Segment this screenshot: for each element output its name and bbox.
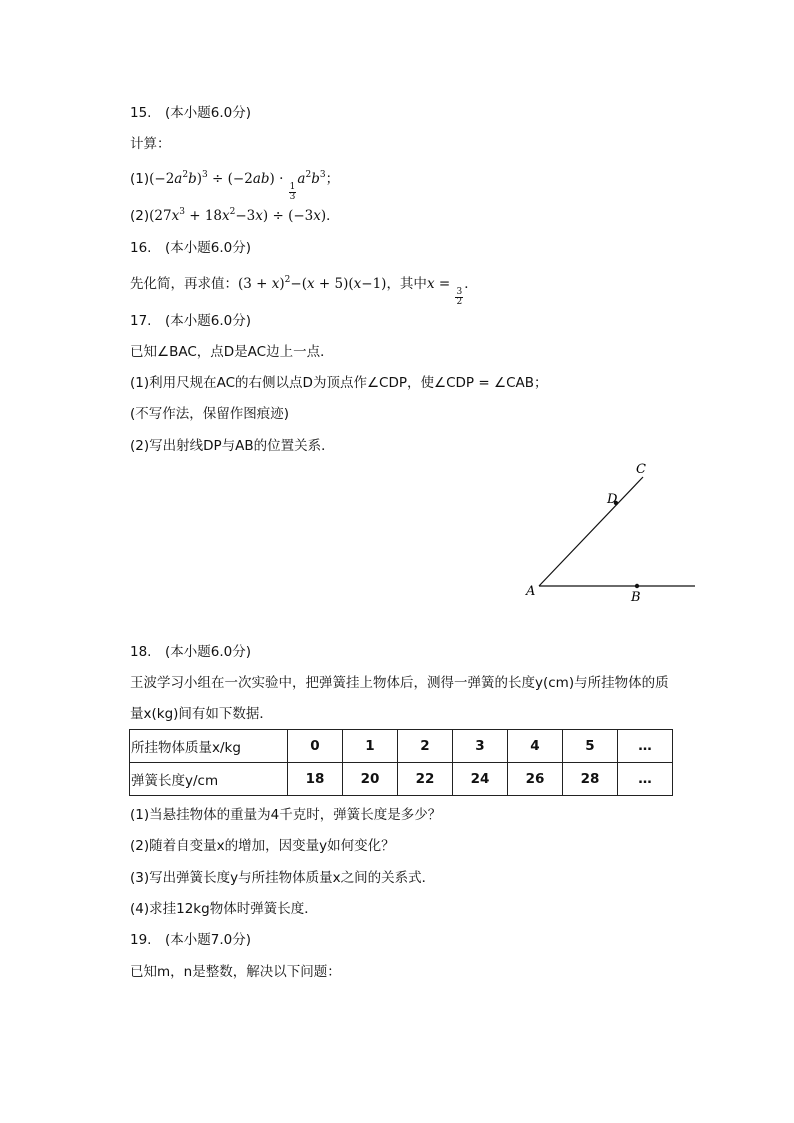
table-cell: … xyxy=(618,730,673,763)
label-b: B xyxy=(631,590,641,605)
table-row xyxy=(130,730,673,763)
table-cell: 20 xyxy=(343,763,398,796)
table-row-label: 弹簧长度y/cm xyxy=(130,763,288,796)
table-cell: 28 xyxy=(563,763,618,796)
table-cell: 18 xyxy=(288,763,343,796)
table-cell: 24 xyxy=(453,763,508,796)
table-cell: 2 xyxy=(398,730,453,763)
q15-item2 xyxy=(130,206,340,226)
table-cell: 4 xyxy=(508,730,563,763)
table-cell: … xyxy=(618,763,673,796)
q19-header: 19. (本小题7.0分) xyxy=(130,932,251,948)
q15-item2-label: (2) xyxy=(130,208,150,224)
q16-prompt-prefix: 先化简，再求值： xyxy=(130,276,238,292)
q18-item4: (4)求挂12kg物体时弹簧长度． xyxy=(130,901,318,917)
table-row xyxy=(130,763,673,796)
ray-ac xyxy=(539,477,643,586)
q16-header: 16. (本小题6.0分) xyxy=(130,240,251,256)
q15-item1 xyxy=(130,169,339,202)
q15-header: 15. (本小题6.0分) xyxy=(130,105,251,121)
q19-prompt: 已知m，n是整数，解决以下问题： xyxy=(130,964,341,980)
label-c: C xyxy=(636,462,646,477)
point-b xyxy=(635,584,639,588)
table-cell: 5 xyxy=(563,730,618,763)
q18-intro-line2: 量x(kg)间有如下数据． xyxy=(130,706,273,722)
label-d: D xyxy=(607,492,618,507)
q17-item2: (2)写出射线DP与AB的位置关系． xyxy=(130,438,335,454)
table-cell: 22 xyxy=(398,763,453,796)
q18-item2: (2)随着自变量x的增加，因变量y如何变化？ xyxy=(130,838,395,854)
q16-x-num: 3 xyxy=(456,287,463,297)
table-cell: 0 xyxy=(288,730,343,763)
q18-intro-line1: 王波学习小组在一次实验中，把弹簧挂上物体后，测得一弹簧的长度y(cm)与所挂物体的质 xyxy=(130,675,669,691)
q16-expression: $(3 + x)^2-(x + 5)(x-1)$ xyxy=(238,275,387,292)
table-cell: 3 xyxy=(453,730,508,763)
q17-given: 已知∠BAC，点D是AC边上一点． xyxy=(130,344,334,360)
q18-item1: (1)当悬挂物体的重量为4千克时，弹簧长度是多少？ xyxy=(130,807,442,823)
q15-item1-expression: $(-2a^2b)^3 \div (-2ab)$ · $\frac{1}{3}$ $a^2b^3$； xyxy=(149,170,340,202)
q16-prompt xyxy=(130,274,478,307)
q16-x-value: x = $\frac{3}{2}$ ． xyxy=(426,276,478,307)
mass-length-table xyxy=(129,729,673,796)
angle-figure xyxy=(510,455,710,610)
q18-item3: (3)写出弹簧长度y与所挂物体质量x之间的关系式． xyxy=(130,870,436,886)
q17-item1: (1)利用尺规在AC的右侧以点D为顶点作∠CDP，使∠CDP = ∠CAB； xyxy=(130,375,548,391)
q17-note: (不写作法，保留作图痕迹) xyxy=(130,406,290,422)
q15-prompt: 计算： xyxy=(130,136,171,152)
q15-item1-label: (1) xyxy=(130,171,150,187)
table-cell: 26 xyxy=(508,763,563,796)
table-cell: 1 xyxy=(343,730,398,763)
table-row-label: 所挂物体质量x/kg xyxy=(130,730,288,763)
q18-header: 18. (本小题6.0分) xyxy=(130,644,251,660)
label-a: A xyxy=(526,584,536,599)
q16-x-den: 2 xyxy=(456,297,463,307)
q17-header: 17. (本小题6.0分) xyxy=(130,313,251,329)
q15-item2-expression: $(27x^3 + 18x^2-3x) \div (-3x)$． xyxy=(149,207,340,224)
q16-prompt-mid: ，其中 xyxy=(386,276,427,292)
